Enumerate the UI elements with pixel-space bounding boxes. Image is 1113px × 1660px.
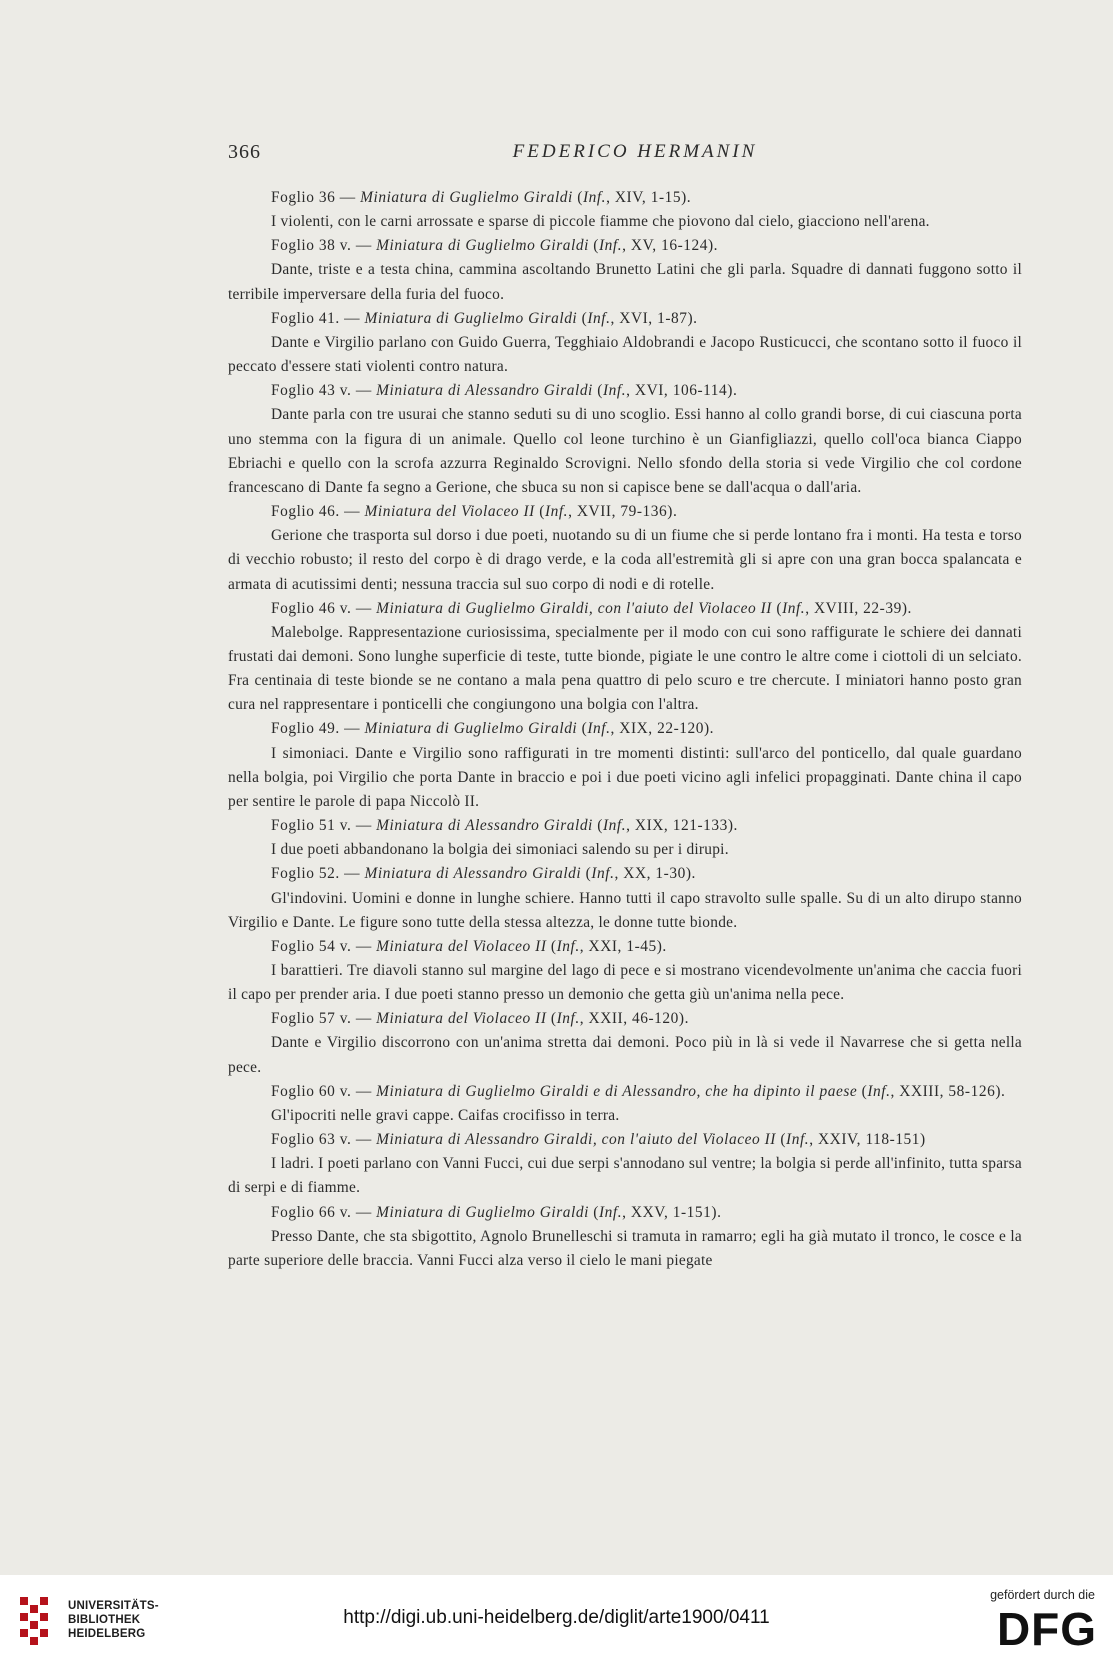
folio-heading [228, 935, 1022, 959]
folio-heading [228, 1128, 1022, 1152]
text-run: , XIX, 22-120). [610, 720, 715, 738]
italic-text: Inf. [782, 599, 806, 617]
text-run: ( [775, 1131, 787, 1149]
italic-text: Miniatura di Alessandro Giraldi [376, 382, 593, 400]
text-run: Foglio 52. — [271, 865, 365, 883]
footer-bar [0, 1575, 1113, 1660]
text-run: Foglio 41. — [271, 309, 365, 327]
italic-text: Inf. [867, 1082, 891, 1100]
description-paragraph [228, 331, 1022, 379]
text-run: ( [577, 720, 588, 738]
italic-text: Inf. [598, 1203, 623, 1221]
folio-heading [228, 234, 1022, 258]
page-header [228, 141, 1022, 167]
italic-text: Miniatura di Guglielmo Giraldi [376, 1203, 589, 1221]
text-run: ( [546, 1010, 557, 1028]
folio-heading [228, 307, 1022, 331]
description-paragraph [228, 403, 1022, 500]
description-paragraph [228, 1152, 1022, 1200]
description-paragraph [228, 742, 1022, 814]
text-run: Gl'ipocriti nelle gravi cappe. Caifas crocifisso in terra. [271, 1106, 620, 1124]
text-run: Foglio 43 v. — [271, 382, 377, 400]
text-run: , XVI, 1-87). [610, 309, 698, 327]
italic-text: Inf. [556, 1010, 580, 1028]
text-run: Dante e Virgilio discorrono con un'anima stretta dai demoni. Poco più in là si vede il Navarrese che si getta nella pece. [228, 1034, 1022, 1076]
text-run: , XXIII, 58-126). [890, 1082, 1006, 1100]
text-run: , XXI, 1-45). [579, 937, 667, 955]
description-paragraph [228, 959, 1022, 1007]
text-run: , XV, 16-124). [622, 237, 719, 255]
text-run: I simoniaci. Dante e Virgilio sono raffigurati in tre momenti distinti: sull'arco del ponticello, dal quale guardano nella bolgia, poi Virgilio che porta Dante in braccio e poi i due poeti vicino agli infelici propagginati. Dante china il capo per sentire le parole di papa Niccolò II. [228, 744, 1022, 810]
folio-heading [228, 1080, 1022, 1104]
text-run: ( [534, 503, 545, 521]
italic-text: Inf. [786, 1131, 810, 1149]
text-run: Foglio 63 v. — [271, 1131, 377, 1149]
text-run: , XXIV, 118-151) [809, 1131, 926, 1149]
italic-text: Inf. [587, 720, 611, 738]
text-run: Foglio 46. — [271, 503, 365, 521]
folio-heading [228, 717, 1022, 741]
italic-text: Inf. [598, 237, 623, 255]
text-run: I violenti, con le carni arrossate e sparse di piccole fiamme che piovono dal cielo, giacciono nell'arena. [271, 213, 930, 231]
italic-text: Miniatura di Guglielmo Giraldi [364, 720, 578, 738]
description-paragraph [228, 1225, 1022, 1273]
text-run: Foglio 36 — [271, 189, 361, 206]
text-run: Foglio 66 v. — [271, 1203, 377, 1221]
text-run: Foglio 38 v. — [271, 237, 377, 255]
text-run: Foglio 57 v. — [271, 1010, 377, 1028]
library-name-line-2: BIBLIOTHEK [68, 1614, 141, 1626]
italic-text: Inf. [582, 189, 607, 206]
italic-text: Miniatura di Guglielmo Giraldi [376, 237, 589, 255]
text-run: ( [771, 599, 783, 617]
text-run: Dante parla con tre usurai che stanno seduti su di uno scoglio. Essi hanno al collo grandi borse, di cui ciascuna porta uno stemma con la figura di un animale. Quello col leone turchino è un Gianfigliazzi, quello coll'oca bianca Ciappo Ebriachi e quello con la scrofa azzurra Reginaldo Scrovigni. Nello sfondo della storia si vede Virgilio che col cordone francescano di Dante fa segno a Gerione, che sbuca su non si capisce bene se dall'acqua o dall'aria. [228, 406, 1022, 496]
text-run: Gerione che trasporta sul dorso i due poeti, nuotando su di un fiume che si perde lontano fra i monti. Ha testa e torso di vecchio robusto; il resto del corpo è di drago verde, e la coda all'estremità gli si apre con una gran bocca spalancata e armata di acutissimi denti; nessuna traccia sul suo corpo di nodi e di rotelle. [228, 527, 1022, 593]
permalink-url[interactable]: http://digi.ub.uni-heidelberg.de/diglit/arte1900/0411 [343, 1607, 770, 1628]
text-run: ( [577, 309, 588, 327]
text-run: , XX, 1-30). [614, 865, 696, 883]
italic-text: Miniatura di Guglielmo Giraldi [364, 309, 578, 327]
italic-text: Miniatura del Violaceo II [376, 937, 547, 955]
italic-text: Miniatura di Guglielmo Giraldi, con l'aiuto del Violaceo II [376, 599, 772, 617]
italic-text: Inf. [556, 937, 580, 955]
folio-heading [228, 1007, 1022, 1031]
description-paragraph [228, 887, 1022, 935]
italic-text: Miniatura del Violaceo II [376, 1010, 547, 1028]
italic-text: Inf. [544, 503, 569, 521]
text-run: I barattieri. Tre diavoli stanno sul margine del lago di pece e si mostrano vicendevolmente un'anima che caccia fuori il capo per prender aria. I due poeti stanno presso un demonio che getta giù un'anima nella pece. [228, 962, 1022, 1004]
text-run: ( [857, 1082, 868, 1100]
description-paragraph [228, 210, 1022, 234]
text-run: Dante, triste e a testa china, cammina ascoltando Brunetto Latini che gli parla. Squadre di dannati fuggono sotto il terribile imperversare della furia del fuoco. [228, 261, 1022, 303]
text-run: , XIX, 121-133). [626, 817, 738, 835]
folio-heading [228, 597, 1022, 621]
text-run: Dante e Virgilio parlano con Guido Guerra, Tegghiaio Aldobrandi e Jacopo Rusticucci, che scontano sotto il fuoco il peccato d'essere stati violenti contro natura. [228, 333, 1022, 376]
description-paragraph [228, 838, 1022, 862]
folio-heading [228, 1201, 1022, 1225]
body-text [228, 186, 1022, 1273]
running-title: FEDERICO HERMANIN [512, 141, 758, 162]
funded-by-label: gefördert durch die [990, 1588, 1095, 1602]
italic-text: Miniatura di Guglielmo Giraldi [360, 189, 573, 206]
folio-heading [228, 814, 1022, 838]
text-run: Foglio 51 v. — [271, 817, 377, 835]
text-run: , XVII, 79-136). [568, 503, 678, 521]
italic-text: Inf. [587, 309, 611, 327]
dfg-logo-text: DFG [997, 1603, 1097, 1651]
text-run: ( [546, 937, 557, 955]
text-run: ( [588, 1203, 599, 1221]
text-run: , XIV, 1-15). [606, 189, 692, 206]
text-run: ( [581, 865, 592, 883]
text-run: Foglio 54 v. — [271, 937, 377, 955]
text-run: Foglio 49. — [271, 720, 365, 738]
italic-text: Inf. [602, 382, 627, 400]
folio-heading [228, 379, 1022, 403]
text-run: Presso Dante, che sta sbigottito, Agnolo Brunelleschi si tramuta in ramarro; egli ha già mutato il tronco, le cosce e la parte superiore delle braccia. Vanni Fucci alza verso il cielo le mani piegate [228, 1227, 1022, 1269]
description-paragraph [228, 1031, 1022, 1079]
text-run: , XVI, 106-114). [626, 382, 738, 400]
italic-text: Miniatura di Alessandro Giraldi [376, 817, 593, 835]
description-paragraph [228, 621, 1022, 718]
text-run: Malebolge. Rappresentazione curiosissima, specialmente per il modo con cui sono raffigurate le schiere dei dannati frustati dai demoni. Sono lunghe superficie di teste, tutte bionde, pigiate le une contro le altre come i ciottoli di un selciato. Fra centinaia di teste bionde se ne contano a mala pena quattro di pelo scuro e tre chercute. I miniatori hanno posto gran cura nel rappresentare i ponticelli che congiungono una bolgia con l'altra. [228, 623, 1022, 714]
dfg-logo-icon[interactable] [997, 1603, 1097, 1651]
folio-heading [228, 186, 1022, 210]
italic-text: Inf. [602, 817, 627, 835]
page-number: 366 [228, 141, 261, 163]
description-paragraph [228, 524, 1022, 596]
text-run: ( [572, 189, 583, 206]
folio-heading [228, 500, 1022, 524]
italic-text: Inf. [591, 865, 615, 883]
italic-text: Miniatura del Violaceo II [364, 503, 535, 521]
text-run: I due poeti abbandonano la bolgia dei simoniaci salendo su per i dirupi. [271, 841, 729, 859]
text-run: , XXII, 46-120). [579, 1010, 689, 1028]
italic-text: Miniatura di Alessandro Giraldi, con l'aiuto del Violaceo II [376, 1131, 776, 1149]
text-run: I ladri. I poeti parlano con Vanni Fucci, cui due serpi s'annodano sul ventre; la bolgia si perde all'infinito, tutta sparsa di serpi e di fiamme. [228, 1155, 1022, 1197]
text-run: Gl'indovini. Uomini e donne in lunghe schiere. Hanno tutti il capo stravolto sulle spalle. Su di un alto dirupo stanno Virgilio e Dante. Le figure sono tutte della stessa altezza, le donne tutte bionde. [228, 889, 1022, 931]
text-run: ( [588, 237, 599, 255]
text-run: Foglio 60 v. — [271, 1082, 377, 1100]
text-run: , XVIII, 22-39). [805, 599, 912, 617]
text-run: ( [592, 817, 603, 835]
text-run: , XXV, 1-151). [622, 1203, 722, 1221]
library-name-line-3: HEIDELBERG [68, 1628, 146, 1640]
library-name-line-1: UNIVERSITÄTS- [68, 1600, 159, 1612]
description-paragraph [228, 1104, 1022, 1128]
folio-heading [228, 862, 1022, 886]
description-paragraph [228, 258, 1022, 306]
text-run: Foglio 46 v. — [271, 599, 377, 617]
italic-text: Miniatura di Alessandro Giraldi [364, 865, 582, 883]
text-run: ( [592, 382, 603, 400]
italic-text: Miniatura di Guglielmo Giraldi e di Alessandro, che ha dipinto il paese [376, 1082, 858, 1100]
